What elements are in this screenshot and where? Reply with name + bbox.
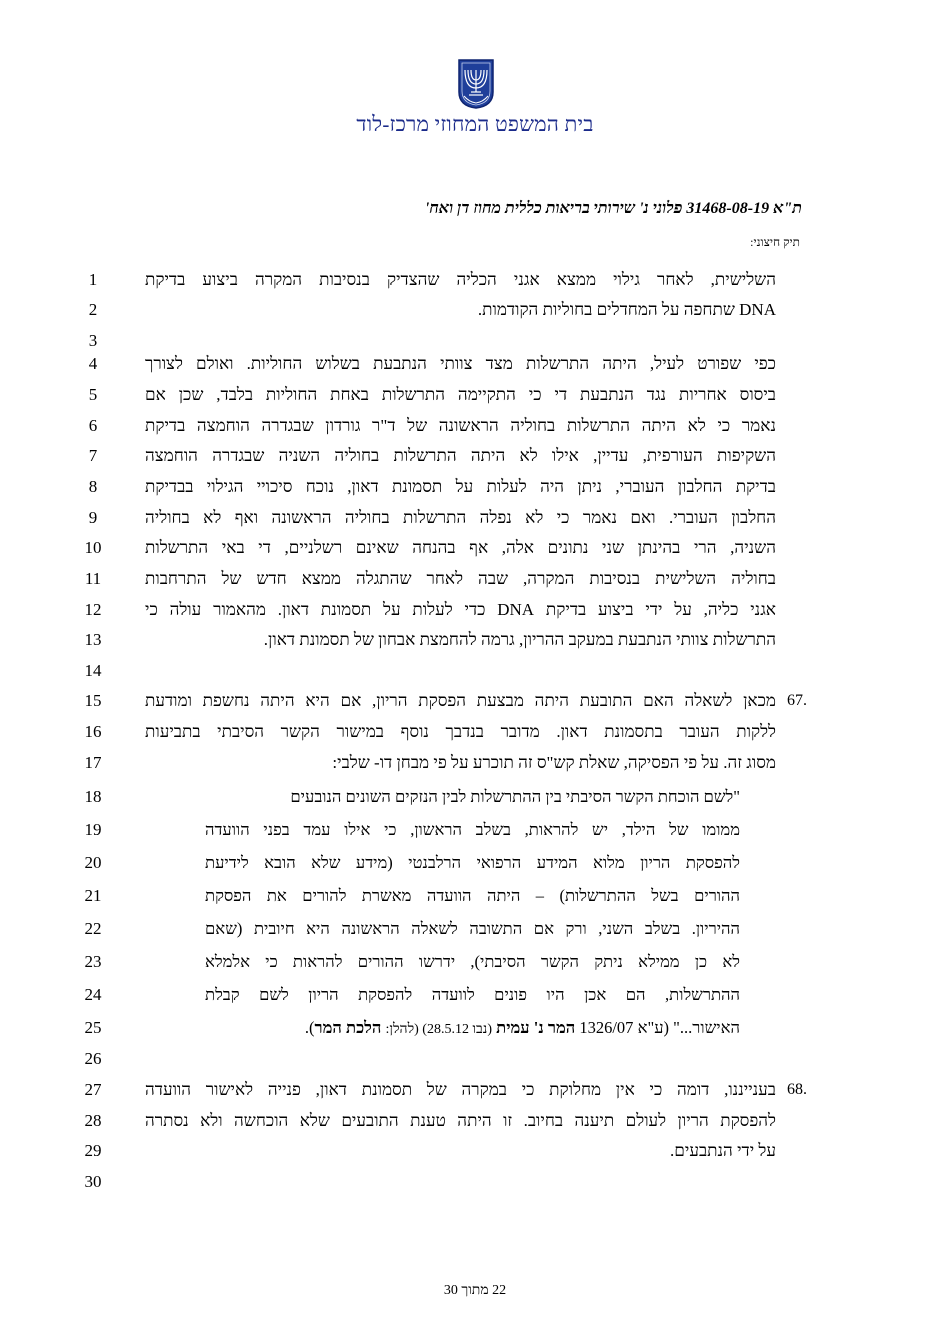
line-number: 3 <box>88 331 98 350</box>
text-line: DNA שתחפה על המחדלים בחוליות הקודמות. <box>477 300 776 319</box>
line-number: 14 <box>84 661 102 680</box>
line-number: 21 <box>84 886 102 905</box>
line-number: 6 <box>88 416 98 435</box>
line-number: 9 <box>88 508 98 527</box>
line-number: 1 <box>88 270 98 289</box>
line-number: 12 <box>84 600 102 619</box>
citation-source: (נבו 28.5.12) (להלן: <box>385 1022 492 1037</box>
quote-line-citation <box>305 1018 740 1038</box>
text-line: בענייננו, דומה כי אין מחלוקת כי במקרה של תסמונת דאון, פנייה לאישור הוועדה <box>145 1080 776 1099</box>
quote-line: "לשם הוכחת הקשר הסיבתי בין ההתרשלות לבין הנזקים השונים הנובעים <box>290 787 740 806</box>
line-number: 4 <box>88 354 98 373</box>
line-number: 17 <box>84 753 102 772</box>
line-number: 25 <box>84 1018 102 1037</box>
quote-line: ההתרשלות, הם אכן היו פונים לוועדה להפסקת הריון לשם קבלת <box>205 985 740 1004</box>
text-line: להפסקת הריון לעולם תיענה בחיוב. זו היתה טענת התובעים שלא הוכחשה ולא נסתרה <box>145 1111 776 1130</box>
text-line: החלבון העוברי. ואם נאמר כי לא נפלה התרשלות בחוליה הראשונה ואף לא בחוליה <box>145 508 776 527</box>
text-line: מסוג זה. על פי הפסיקה, שאלת קש"ס זה תוכרע על פי מבחן דו- שלבי: <box>332 753 776 772</box>
line-number: 26 <box>84 1049 102 1068</box>
text-line: ביסוס אחריות נגד הנתבעת די כי התקיימה התרשלות באחת החוליות בלבד, שכן אם <box>145 385 776 404</box>
line-number: 27 <box>84 1080 102 1099</box>
quote-line: ההיריון. בשלב השני, ורק אם התשובה לשאלה הראשונה היא חיובית (שאם <box>205 919 740 938</box>
text-line: ללקות העובר בתסמונת דאון. מדובר בנדבך נוסף במישור הקשר הסיבתי בתביעות <box>145 722 776 741</box>
line-number: 19 <box>84 820 102 839</box>
text-line: בחוליה השלישית בנסיבות המקרה, שבה לאחר שהתגלה ממצא חדש של התרחבות <box>145 569 776 588</box>
text-line: על ידי הנתבעים. <box>670 1141 776 1160</box>
text-line: השניה, הרי בהינתן שני נתונים אלה, אף בהנחה שאינם רשלניים, די באי התרשלות <box>145 538 776 557</box>
short-name: הלכת המר <box>314 1018 382 1037</box>
line-number: 20 <box>84 853 102 872</box>
text-line: התרשלות צוותי הנתבעת במעקב ההריון, גרמה להחמצת אבחון של תסמונת דאון. <box>263 630 776 649</box>
text-line: השלישית, לאחר גילוי ממצא אגני הכליה שהצדיק בנסיבות המקרה ביצוע בדיקת <box>145 270 776 289</box>
line-number: 29 <box>84 1141 102 1160</box>
line-number: 24 <box>84 985 102 1004</box>
line-number: 28 <box>84 1111 102 1130</box>
line-number: 2 <box>88 300 98 319</box>
line-number: 23 <box>84 952 102 971</box>
line-number: 7 <box>88 446 98 465</box>
line-number: 22 <box>84 919 102 938</box>
text-line: מכאן לשאלה האם התובעת היתה מבצעת הפסקת הריון, אם היא היתה נחשפת ומודעת <box>145 691 776 710</box>
court-name: בית המשפט המחוזי מרכז-לוד <box>356 112 594 136</box>
paragraph-number: 67. <box>787 692 807 709</box>
line-number: 16 <box>84 722 102 741</box>
line-number: 8 <box>88 477 98 496</box>
line-number: 11 <box>84 569 102 588</box>
text-line: נאמר כי לא היתה התרשלות בחוליה הראשונה של ד"ר גורדון שבגדרה הוחמצה בדיקת <box>145 416 776 435</box>
paragraph-number: 68. <box>787 1081 807 1098</box>
line-number: 5 <box>88 385 98 404</box>
text-line: אגני כליה, על ידי ביצוע בדיקת DNA כדי לעלות על תסמונת דאון. מהאמור עולה כי <box>145 600 776 619</box>
text-line: השקיפות העורפית, עדיין, אילו לא היתה התרשלות בחוליה השניה שבגדרה הוחמצה <box>145 446 776 465</box>
line-number: 30 <box>84 1172 102 1191</box>
quote-line: לא כן ממילא ניתק הקשר הסיבתי), ידרשו ההורים להראות כי אלמלא <box>205 952 740 971</box>
internal-file-label: תיק חיצוני: <box>750 235 800 249</box>
text-line: כפי שפורט לעיל, היתה התרשלות מצד צוותי הנתבעת בשלוש החוליות. ואולם לצורך <box>145 354 776 373</box>
state-emblem-icon <box>457 58 495 110</box>
citation-text: האישור..." (ע"א 1326/07 <box>579 1018 740 1037</box>
line-number: 13 <box>84 630 102 649</box>
case-name: המר נ' עמית <box>496 1018 576 1037</box>
line-number: 10 <box>84 538 102 557</box>
line-number: 15 <box>84 691 102 710</box>
text-line: בדיקת החלבון העוברי, ניתן היה לעלות על תסמונת דאון, נוכח סיכויי הגילוי בבדיקת <box>145 477 776 496</box>
quote-line: ממומו של הילד, יש להראות, בשלב הראשון, כי אילו עמד בפני הוועדה <box>205 820 740 839</box>
quote-line: להפסקת הריון מלוא המידע הרפואי הרלבנטי (מידע שלא הובא לידיעת <box>205 853 740 872</box>
page-number: 22 מתוך 30 <box>443 1283 507 1298</box>
line-number: 18 <box>84 787 102 806</box>
citation-end: ). <box>304 1018 315 1037</box>
case-title: ת"א 31468-08-19 פלוני נ' שירותי בריאות כללית מחוז דן ואח' <box>424 200 802 217</box>
quote-line: ההורים בשל ההתרשלות) – היתה הוועדה מאשרת להורים את הפסקת <box>205 886 740 905</box>
